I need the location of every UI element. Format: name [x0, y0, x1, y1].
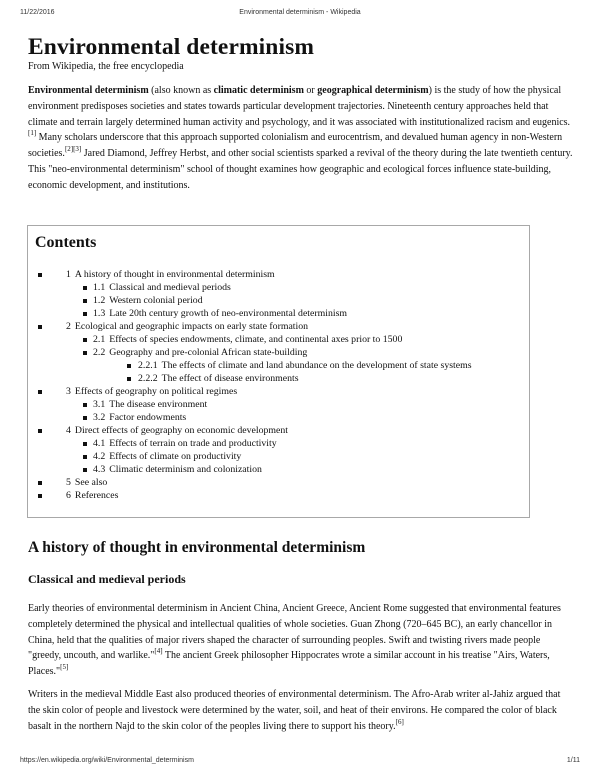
toc-item-number: 4 — [66, 425, 71, 436]
toc-item-label[interactable]: Geography and pre-colonial African state-building — [109, 347, 308, 358]
toc-item-label[interactable]: Direct effects of geography on economic development — [74, 425, 288, 436]
toc-item-label[interactable]: A history of thought in environmental determinism — [74, 269, 275, 280]
section-paragraph-1 — [28, 601, 574, 680]
bullet-icon — [83, 442, 87, 446]
ref-link-2-3[interactable]: [2][3] — [64, 145, 82, 154]
bullet-icon — [38, 390, 42, 394]
page-subtitle: From Wikipedia, the free encyclopedia — [28, 61, 184, 72]
subsection-heading: Classical and medieval periods — [28, 572, 186, 586]
ref-link-1[interactable]: [1] — [28, 129, 37, 138]
bullet-icon — [83, 468, 87, 472]
intro-text-4: Many scholars underscore that this approach supported colonialism and eurocentrism, and devalued human agency in non-Western societies. — [28, 132, 563, 160]
print-doc-title: Environmental determinism - Wikipedia — [239, 9, 361, 16]
toc-item-number: 2.2.2 — [138, 373, 158, 384]
bullet-icon — [38, 494, 42, 498]
section-paragraph-2 — [28, 687, 574, 734]
intro-text-3: ) is the study of how the physical environment predisposes societies and states towards particular development trajectories. Nineteenth century approaches held that climate and terrain largely determined human activity and psychology, and it was associated with institutionalized racism and eugenics. — [28, 85, 571, 128]
toc-item-label[interactable]: The disease environment — [109, 399, 208, 410]
bullet-icon — [83, 416, 87, 420]
toc-heading: Contents — [35, 234, 97, 251]
intro-text-1: (also known as — [148, 85, 214, 96]
bullet-icon — [83, 312, 87, 316]
toc-item-label[interactable]: Classical and medieval periods — [109, 282, 231, 293]
print-url: https://en.wikipedia.org/wiki/Environmental_determinism — [20, 757, 194, 764]
p2-text: Writers in the medieval Middle East also produced theories of environmental determinism. The Afro-Arab writer al-Jahiz argued that the skin color of people and livestock were determined by the water, soil, and heat of their environs. He compared the color of black basalt in the northern Najd to the skin color of the peoples living there to support his theory. — [28, 689, 561, 732]
toc-item-number: 2.2 — [93, 347, 106, 358]
bullet-icon — [127, 364, 131, 368]
print-date: 11/22/2016 — [20, 9, 55, 16]
intro-paragraph — [28, 83, 574, 194]
toc-item-number: 6 — [66, 490, 71, 501]
intro-text-2: or — [303, 85, 318, 96]
toc-item-label[interactable]: Effects of terrain on trade and productivity — [109, 438, 277, 449]
toc-item-label[interactable]: Western colonial period — [109, 295, 203, 306]
toc-item-label[interactable]: See also — [74, 477, 108, 488]
table-of-contents — [27, 225, 530, 518]
bullet-icon — [38, 429, 42, 433]
toc-item-number: 4.3 — [93, 464, 106, 475]
page-title: Environmental determinism — [28, 34, 315, 60]
intro-alt-term-2[interactable]: geographical determinism — [317, 85, 429, 96]
toc-item-label[interactable]: Climatic determinism and colonization — [109, 464, 262, 475]
bullet-icon — [38, 481, 42, 485]
bullet-icon — [38, 325, 42, 329]
toc-item-number: 2.2.1 — [138, 360, 158, 371]
toc-item-number: 3.2 — [93, 412, 106, 423]
bullet-icon — [38, 273, 42, 277]
toc-item-label[interactable]: Factor endowments — [109, 412, 187, 423]
toc-item-number: 3.1 — [93, 399, 106, 410]
toc-item-number: 1.3 — [93, 308, 106, 319]
toc-item-number: 1 — [66, 269, 71, 280]
toc-item-number: 1.1 — [93, 282, 106, 293]
toc-item-label[interactable]: References — [74, 490, 119, 501]
ref-link-4[interactable]: [4] — [154, 647, 163, 656]
bullet-icon — [83, 455, 87, 459]
bullet-icon — [127, 377, 131, 381]
ref-link-6[interactable]: [6] — [395, 717, 404, 726]
toc-item-label[interactable]: The effects of climate and land abundance on the development of state systems — [161, 360, 472, 371]
toc-item-number: 4.2 — [93, 451, 106, 462]
toc-item-number: 4.1 — [93, 438, 106, 449]
print-page-number: 1/11 — [566, 757, 580, 764]
ref-link-5[interactable]: [5] — [60, 663, 69, 672]
section-heading: A history of thought in environmental determinism — [28, 539, 366, 556]
toc-item-label[interactable]: Effects of climate on productivity — [109, 451, 242, 462]
bullet-icon — [83, 403, 87, 407]
toc-item-number: 1.2 — [93, 295, 106, 306]
toc-item-number: 2.1 — [93, 334, 106, 345]
toc-item-label[interactable]: Effects of species endowments, climate, and continental axes prior to 1500 — [109, 334, 403, 345]
bullet-icon — [83, 351, 87, 355]
toc-item-label[interactable]: Effects of geography on political regimes — [74, 386, 238, 397]
print-footer — [20, 757, 580, 767]
p1-text-2: The ancient Greek philosopher Hippocrates wrote a similar account in his treatise "Airs, Waters, Places." — [28, 650, 550, 678]
intro-alt-term-1[interactable]: climatic determinism — [213, 85, 304, 96]
toc-item-label[interactable]: Ecological and geographic impacts on early state formation — [74, 321, 309, 332]
bullet-icon — [83, 299, 87, 303]
toc-item-label[interactable]: The effect of disease environments — [161, 373, 299, 384]
toc-item-number: 3 — [66, 386, 71, 397]
intro-term: Environmental determinism — [28, 85, 149, 96]
bullet-icon — [83, 286, 87, 290]
bullet-icon — [83, 338, 87, 342]
print-header — [20, 9, 580, 19]
p1-text: Early theories of environmental determinism in Ancient China, Ancient Greece, Ancient Rome suggested that environmental features completely determined the physical and intellectual qualities of whole societies. Guan Zhong (720–645 BC), an early chancellor in China, held that the qualities of major rivers shaped the character of surrounding peoples. Swift and twisting rivers made people "greedy, uncouth, and warlike." — [28, 603, 561, 662]
toc-item-label[interactable]: Late 20th century growth of neo-environmental determinism — [109, 308, 348, 319]
intro-text-5: Jared Diamond, Jeffrey Herbst, and other social scientists sparked a revival of the theory during the late twentieth century. This "neo-environmental determinism" school of thought examines how geographic and ecological forces influence state-building, economic development, and institutions. — [28, 148, 573, 191]
toc-item-number: 5 — [66, 477, 71, 488]
toc-item-number: 2 — [66, 321, 71, 332]
